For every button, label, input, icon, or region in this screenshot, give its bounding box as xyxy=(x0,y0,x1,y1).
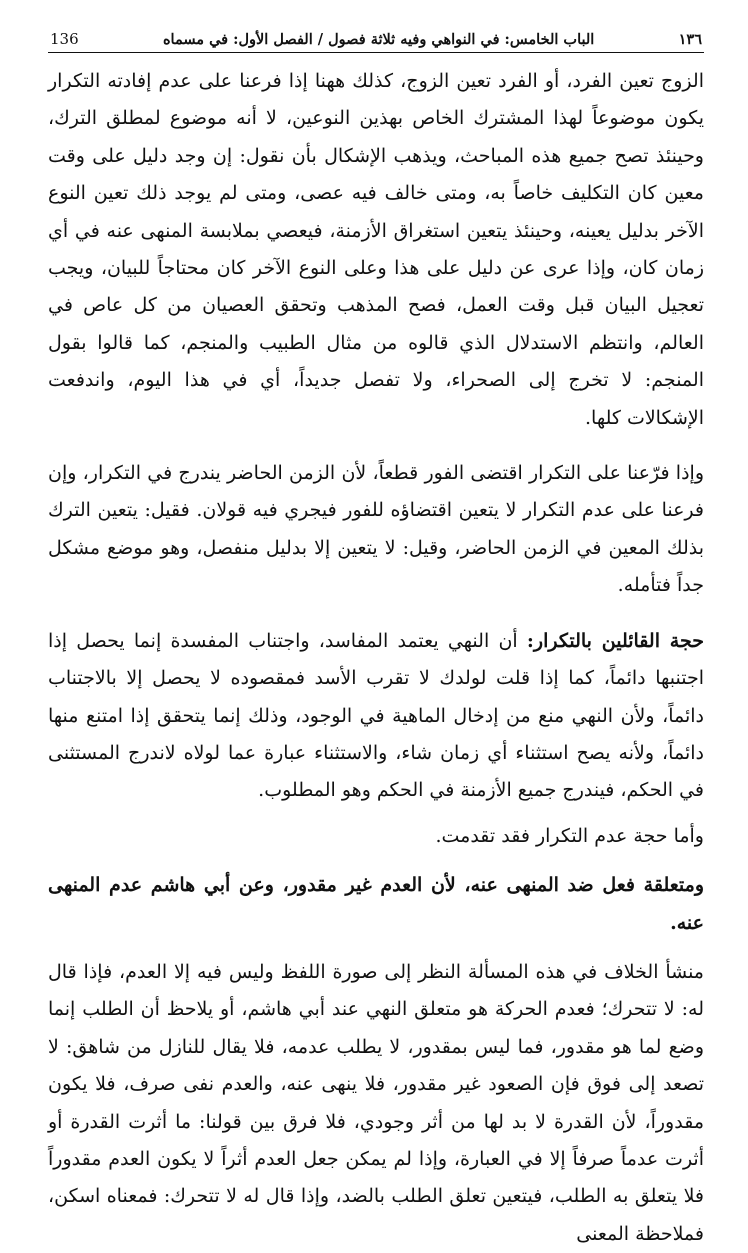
page-number: 136 xyxy=(50,30,79,48)
matn-paragraph: ومتعلقة فعل ضد المنهى عنه، لأن العدم غير مقدور، وعن أبي هاشم عدم المنهى عنه. xyxy=(48,874,704,934)
page-body xyxy=(48,63,704,1253)
paragraph-4: وأما حجة عدم التكرار فقد تقدمت. xyxy=(435,824,704,847)
header-rule xyxy=(48,52,704,53)
paragraph-2: وإذا فرّعنا على التكرار اقتضى الفور قطعاً، لأن الزمن الحاضر يندرج في التكرار، وإن فرعنا على عدم التكرار لا يتعين اقتضاؤه للفور فيجري فيه قولان. فقيل: يتعين الترك بذلك المعين في الزمن الحاضر، وقيل: لا يتعين إلا بدليل منفصل، وهو موضع مشكل جداً فتأمله. xyxy=(48,462,704,597)
paragraph-3-text: أن النهي يعتمد المفاسد، واجتناب المفسدة إنما يحصل إذا اجتنبها دائماً، كما إذا قلت لولدك لا تقرب الأسد فمقصوده لا يحصل إلا بالاجتناب دائماً، ولأن النهي منع من إدخال الماهية في الوجود، وذلك إنما يتحقق إذا امتنع منها دائماً، ولأنه يصح استثناء أي زمان شاء، والاستثناء عبارة عما لولاه لاندرج المستثنى في الحكم، فيندرج جميع الأزمنة في الحكم وهو المطلوب. xyxy=(48,629,705,802)
running-title: الباب الخامس: في النواهي وفيه ثلاثة فصول / الفصل الأول: في مسماه xyxy=(162,31,595,48)
paragraph-6: منشأ الخلاف في هذه المسألة النظر إلى صورة اللفظ وليس فيه إلا العدم، فإذا قال له: لا تتحرك؛ فعدم الحركة هو متعلق النهي عند أبي هاشم، أو يلاحظ أن الطلب إنما وضع لما هو مقدور، فما ليس بمقدور، لا يطلب عدمه، فلا يقال للنازل من شاهق: لا تصعد إلى فوق فإن الصعود غير مقدور، فلا ينهى عنه، والعدم نفى صرف، فلا يكون مقدوراً، لأن القدرة لا بد لها من أثر وجودي، فلا فرق بين قولنا: ما أثرت القدرة أو أثرت عدماً صرفاً إلا في العبارة، وإذا لم يمكن جعل العدم أثراً لا يكون العدم مقدوراً فلا يتعلق به الطلب، فيتعين تعلق الطلب بالضد، وإذا قال له لا تتحرك: فمعناه اسكن، فملاحظة المعنى xyxy=(48,960,704,1245)
page-number-arabic: ١٣٦ xyxy=(678,31,702,48)
paragraph-3-heading: حجة القائلين بالتكرار: xyxy=(526,629,704,652)
paragraph-1: الزوج تعين الفرد، أو الفرد تعين الزوج، كذلك ههنا إذا فرعنا على عدم إفادته التكرار يكون موضوعاً لهذا المشترك الخاص بهذين النوعين، لا أنه موضوع لمطلق الترك، وحينئذ تصح جميع هذه المباحث، ويذهب الإشكال بأن نقول: إن وجد دليل على وقت معين كان التكليف خاصاً به، ومتى خالف فيه عصى، ومتى لم يوجد ذلك تعين النوع الآخر بدليل يعينه، وحينئذ يتعين استغراق الأزمنة، فيعصي بملابسة المنهى عنه في أي زمان كان، وإذا عرى عن دليل على هذا وعلى النوع الآخر كان محتاجاً للبيان، ويجب تعجيل البيان قبل وقت العمل، فصح المذهب وتحقق العصيان من كل عاص في العالم، وانتظم الاستدلال الذي قالوه من مثال الطبيب والمنجم، كما قالوا بقول المنجم: لا تخرج إلى الصحراء، ولا تفصل جديداً، أي في هذا اليوم، واندفعت الإشكالات كلها. xyxy=(48,70,704,429)
paragraph-3 xyxy=(48,623,704,810)
running-header xyxy=(48,30,704,52)
